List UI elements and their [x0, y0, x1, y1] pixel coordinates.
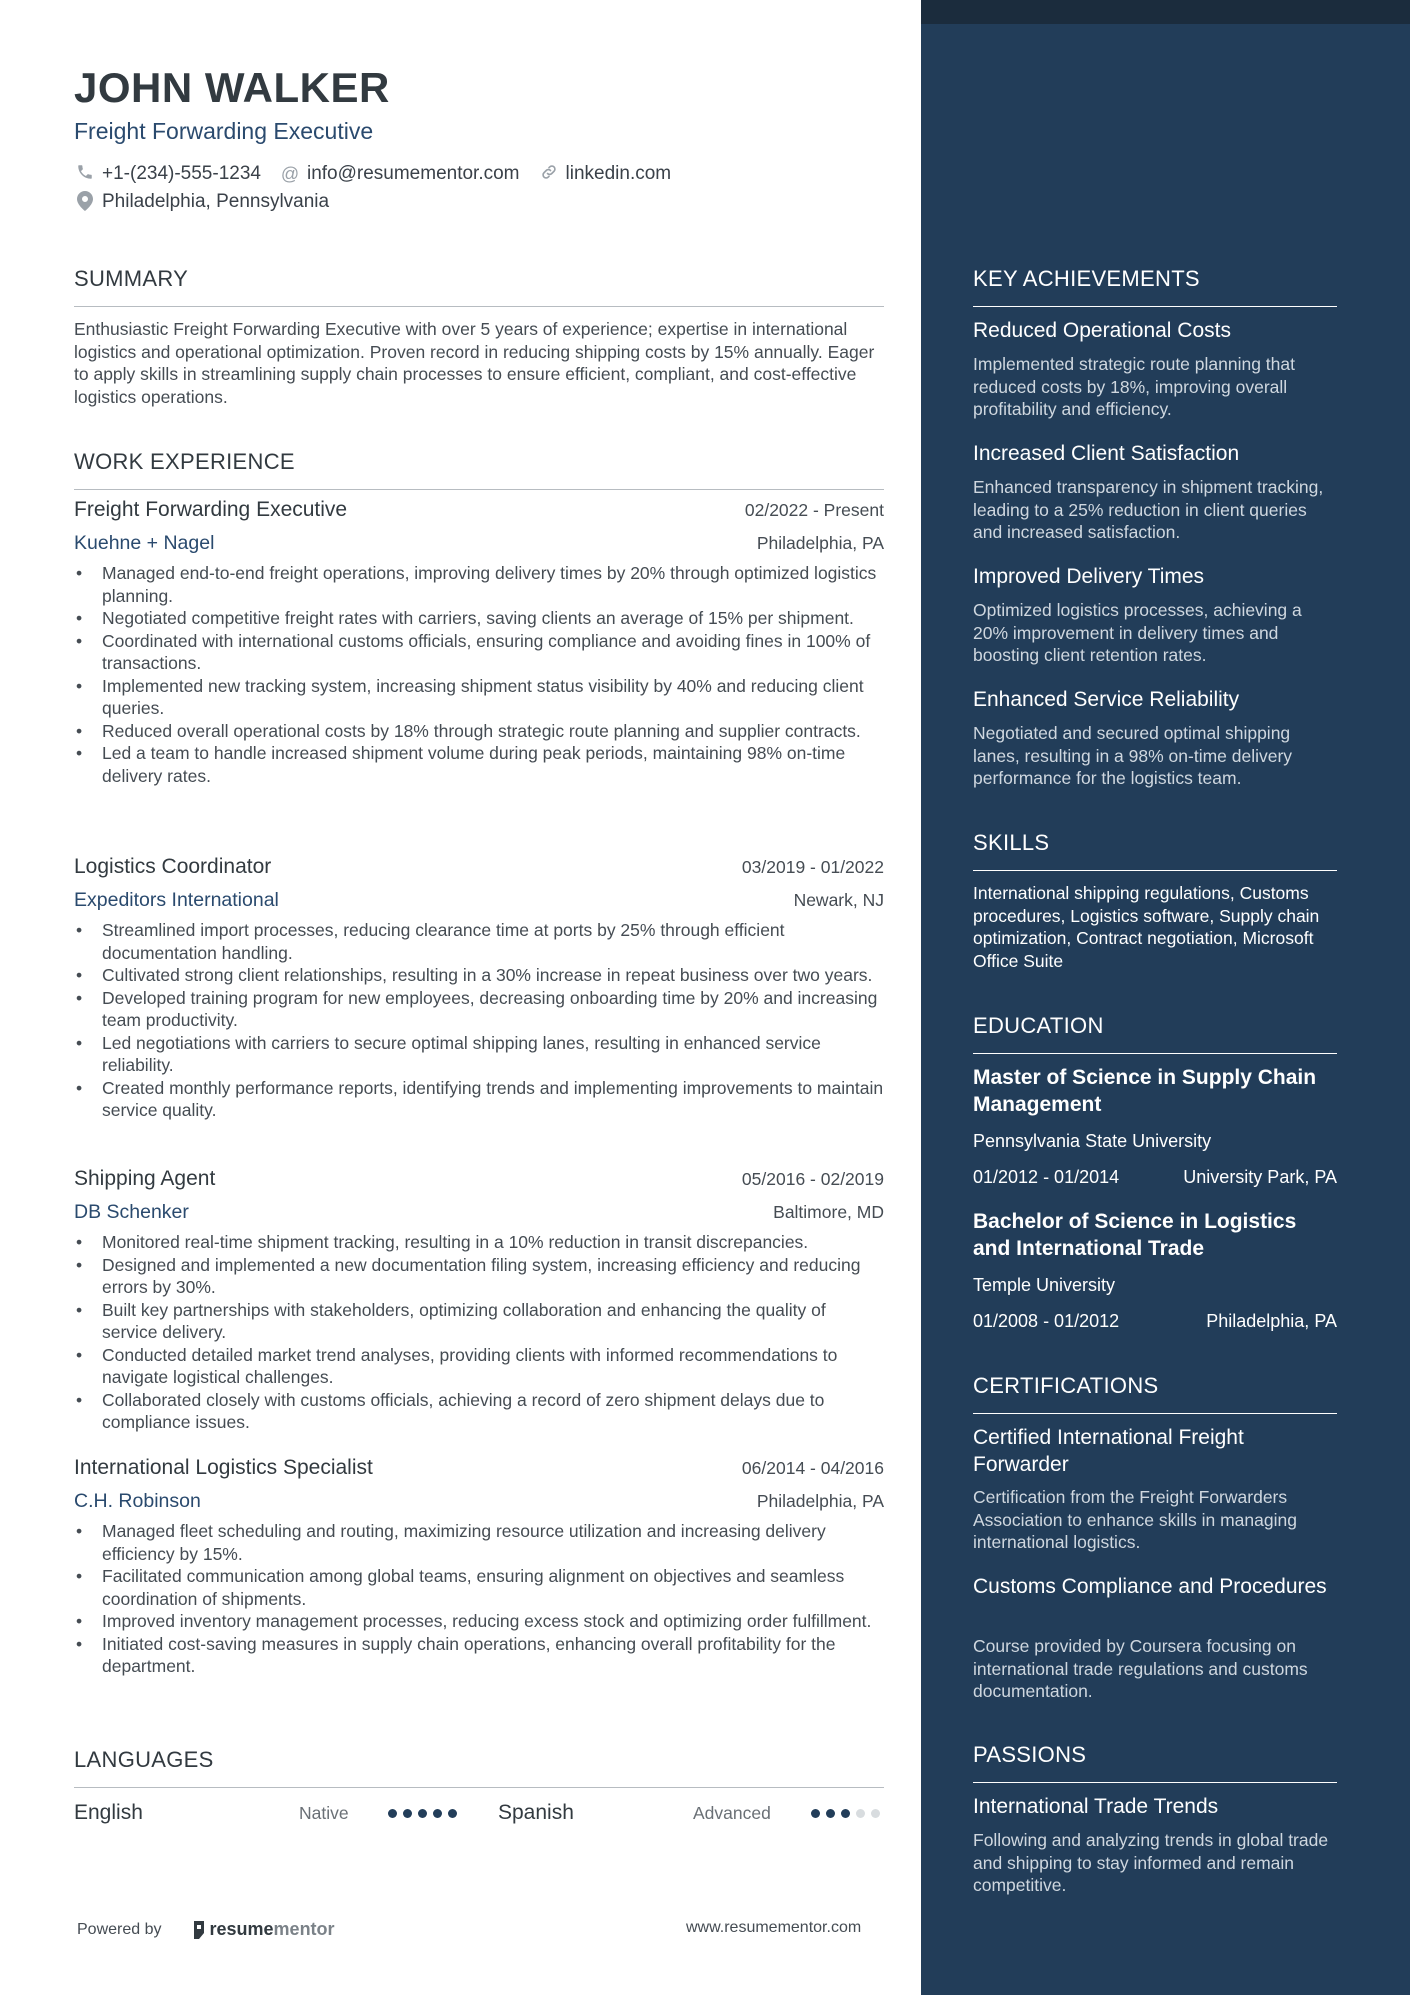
skills-heading: SKILLS — [973, 830, 1337, 871]
certification-text: Certification from the Freight Forwarders Association to enhance skills in managing international logistics. — [973, 1487, 1297, 1552]
job-location: Baltimore, MD — [773, 1202, 884, 1222]
logo-bold: resume — [209, 1919, 274, 1939]
rating-dot-filled — [811, 1809, 820, 1818]
contact-phone — [74, 163, 261, 185]
job-location: Newark, NJ — [793, 890, 884, 910]
job-location: Philadelphia, PA — [756, 533, 884, 553]
logo-light: mentor — [273, 1919, 335, 1939]
location-text: Philadelphia, Pennsylvania — [102, 191, 330, 212]
education-location: Philadelphia, PA — [1206, 1311, 1337, 1331]
rating-dot-filled — [448, 1809, 457, 1818]
education-school-row — [973, 1275, 1337, 1296]
education-heading: EDUCATION — [973, 1013, 1337, 1054]
at-icon: @ — [280, 164, 300, 184]
education-dates: 01/2008 - 01/2012 — [973, 1311, 1120, 1331]
phone-text: +1-(234)-555-1234 — [102, 163, 261, 184]
job-company: Kuehne + Nagel — [74, 532, 215, 554]
list-item: • Reduced overall operational costs by 18% through strategic route planning and supplier contracts. — [74, 720, 884, 743]
list-item: • Managed end-to-end freight operations, improving delivery times by 20% through optimized logistics planning. — [74, 562, 884, 607]
language-name: English — [74, 1801, 143, 1824]
job-location: Philadelphia, PA — [756, 1491, 884, 1511]
list-item: • Implemented new tracking system, increasing shipment status visibility by 40% and reducing client queries. — [74, 675, 884, 720]
list-item: • Conducted detailed market trend analyses, providing clients with informed recommendations to navigate logistical challenges. — [74, 1344, 884, 1389]
contact-location — [74, 191, 329, 213]
email-text[interactable]: info@resumementor.com — [306, 163, 520, 184]
education-meta — [973, 1167, 1337, 1188]
list-item: • Improved inventory management processes, reducing excess stock and optimizing order fulfillment. — [74, 1610, 884, 1633]
phone-icon — [74, 163, 96, 185]
education-dates: 01/2012 - 01/2014 — [973, 1167, 1120, 1187]
achievement-title: Reduced Operational Costs — [973, 319, 1231, 342]
rating-dot-filled — [418, 1809, 427, 1818]
contact-linkedin[interactable] — [538, 163, 672, 185]
list-item: • Monitored real-time shipment tracking, resulting in a 10% reduction in transit discrepancies. — [74, 1231, 884, 1254]
job-entry — [74, 855, 884, 1122]
education-meta — [973, 1311, 1337, 1332]
job-dates: 02/2022 - Present — [744, 500, 884, 520]
contact-info — [74, 160, 894, 216]
link-icon — [538, 163, 560, 185]
achievement-text: Negotiated and secured optimal shipping lanes, resulting in a 98% on-time delivery performance for the logistics team. — [973, 723, 1293, 788]
language-item — [498, 1796, 574, 1830]
rating-dot-filled — [826, 1809, 835, 1818]
job-company: DB Schenker — [74, 1201, 189, 1223]
list-item: • Cultivated strong client relationships, resulting in a 30% increase in repeat business over two years. — [74, 964, 884, 987]
contact-email[interactable] — [279, 163, 520, 185]
education-school: Pennsylvania State University — [973, 1131, 1212, 1151]
achievement-text: Enhanced transparency in shipment tracking, leading to a 25% reduction in client queries and increased satisfaction. — [973, 477, 1324, 542]
candidate-name: JOHN WALKER — [74, 64, 390, 111]
sidebar-top-bar — [921, 0, 1410, 24]
education-degree: Bachelor of Science in Logistics and International Trade — [973, 1210, 1297, 1260]
language-name: Spanish — [498, 1801, 574, 1824]
list-item: • Built key partnerships with stakeholders, optimizing collaboration and enhancing the quality of service delivery. — [74, 1299, 884, 1344]
footer-powered — [77, 1919, 335, 1940]
sidebar — [921, 0, 1410, 1995]
languages-heading: LANGUAGES — [74, 1747, 884, 1788]
list-item: • Facilitated communication among global teams, ensuring alignment on objectives and seamless coordination of shipments. — [74, 1565, 884, 1610]
summary-text: Enthusiastic Freight Forwarding Executive with over 5 years of experience; expertise in international logistics and operational optimization. Proven record in reducing shipping costs by 15% annually. Eager to apply skills in streamlining supply chain processes to ensure efficient, compliant, and cost-effective logistics operations. — [74, 319, 875, 407]
summary-heading: SUMMARY — [74, 266, 884, 307]
passion-text: Following and analyzing trends in global trade and shipping to stay informed and remain competitive. — [973, 1830, 1329, 1895]
list-item: • Collaborated closely with customs officials, achieving a record of zero shipment delays due to compliance issues. — [74, 1389, 884, 1434]
list-item: • Developed training program for new employees, decreasing onboarding time by 20% and increasing team productivity. — [74, 987, 884, 1032]
language-level: Native — [299, 1802, 349, 1823]
certifications-heading: CERTIFICATIONS — [973, 1373, 1337, 1414]
rating-dot-empty — [856, 1809, 865, 1818]
education-school-row — [973, 1131, 1337, 1152]
list-item: • Led negotiations with carriers to secure optimal shipping lanes, resulting in enhanced service reliability. — [74, 1032, 884, 1077]
experience-heading: WORK EXPERIENCE — [74, 449, 884, 490]
education-location: University Park, PA — [1183, 1167, 1337, 1187]
certification-text: Course provided by Coursera focusing on international trade regulations and customs documentation. — [973, 1636, 1308, 1701]
list-item: • Streamlined import processes, reducing clearance time at ports by 25% through efficient documentation handling. — [74, 919, 884, 964]
passion-title: International Trade Trends — [973, 1795, 1219, 1818]
job-entry — [74, 498, 884, 787]
logo-mark-icon — [192, 1921, 206, 1939]
job-role: Shipping Agent — [74, 1167, 216, 1190]
location-pin-icon — [74, 191, 96, 213]
job-role: International Logistics Specialist — [74, 1456, 373, 1479]
job-dates: 03/2019 - 01/2022 — [741, 857, 884, 877]
candidate-title: Freight Forwarding Executive — [74, 118, 374, 144]
job-bullets — [74, 562, 884, 787]
language-rating — [811, 1796, 886, 1830]
list-item: • Designed and implemented a new documentation filing system, increasing efficiency and reducing errors by 30%. — [74, 1254, 884, 1299]
job-company: Expeditors International — [74, 889, 279, 911]
education-school: Temple University — [973, 1275, 1116, 1295]
list-item: • Coordinated with international customs officials, ensuring compliance and avoiding fines in 100% of transactions. — [74, 630, 884, 675]
job-entry — [74, 1167, 884, 1434]
rating-dots — [811, 1809, 886, 1818]
language-level-wrap — [693, 1796, 771, 1830]
list-item: • Led a team to handle increased shipment volume during peak periods, maintaining 98% on-time delivery rates. — [74, 742, 884, 787]
rating-dots — [388, 1809, 463, 1818]
list-item: • Negotiated competitive freight rates with carriers, saving clients an average of 15% per shipment. — [74, 607, 884, 630]
footer-website[interactable]: www.resumementor.com — [686, 1919, 862, 1936]
achievement-title: Enhanced Service Reliability — [973, 688, 1240, 711]
achievement-text: Implemented strategic route planning that reduced costs by 18%, improving overall profitability and efficiency. — [973, 354, 1295, 419]
achievement-title: Increased Client Satisfaction — [973, 442, 1240, 465]
job-entry — [74, 1456, 884, 1678]
list-item: • Managed fleet scheduling and routing, maximizing resource utilization and increasing delivery efficiency by 15%. — [74, 1520, 884, 1565]
achievement-title: Improved Delivery Times — [973, 565, 1205, 588]
job-bullets — [74, 1520, 884, 1678]
languages-row — [74, 1796, 884, 1830]
rating-dot-filled — [433, 1809, 442, 1818]
job-bullets — [74, 1231, 884, 1434]
rating-dot-filled — [841, 1809, 850, 1818]
powered-by-text: Powered by — [77, 1920, 162, 1938]
job-bullets — [74, 919, 884, 1122]
achievements-heading: KEY ACHIEVEMENTS — [973, 266, 1337, 307]
rating-dot-empty — [871, 1809, 880, 1818]
language-item — [74, 1796, 143, 1830]
job-role: Freight Forwarding Executive — [74, 498, 348, 521]
certification-title: Customs Compliance and Procedures — [973, 1575, 1327, 1598]
rating-dot-filled — [403, 1809, 412, 1818]
resumementor-logo[interactable] — [192, 1919, 335, 1940]
skills-text: International shipping regulations, Customs procedures, Logistics software, Supply chain optimization, Contract negotiation, Microsoft Office Suite — [973, 883, 1320, 971]
certification-title: Certified International Freight Forwarder — [973, 1426, 1244, 1476]
job-role: Logistics Coordinator — [74, 855, 272, 878]
education-degree: Master of Science in Supply Chain Management — [973, 1066, 1317, 1116]
job-company: C.H. Robinson — [74, 1490, 201, 1512]
linkedin-text[interactable]: linkedin.com — [565, 163, 672, 184]
rating-dot-filled — [388, 1809, 397, 1818]
list-item: • Initiated cost-saving measures in supply chain operations, enhancing overall profitability for the department. — [74, 1633, 884, 1678]
passions-heading: PASSIONS — [973, 1742, 1337, 1783]
language-level: Advanced — [693, 1802, 771, 1823]
achievement-text: Optimized logistics processes, achieving a 20% improvement in delivery times and boosting client retention rates. — [973, 600, 1302, 665]
list-item: • Created monthly performance reports, identifying trends and implementing improvements to maintain service quality. — [74, 1077, 884, 1122]
language-level-wrap — [299, 1796, 349, 1830]
job-dates: 05/2016 - 02/2019 — [741, 1169, 884, 1189]
job-dates: 06/2014 - 04/2016 — [741, 1458, 884, 1478]
language-rating — [388, 1796, 463, 1830]
